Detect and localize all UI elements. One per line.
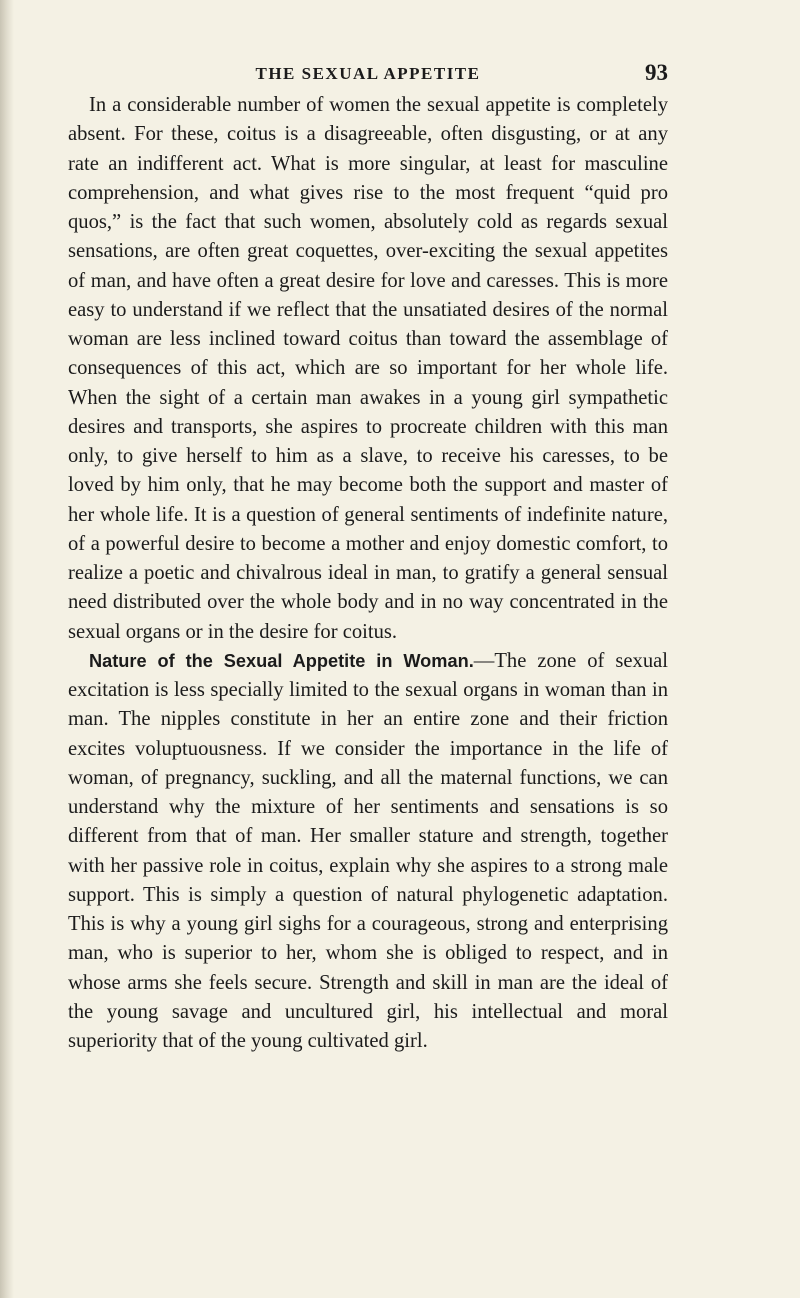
section-heading: Nature of the Sexual Appetite in Woman. (89, 650, 474, 671)
paragraph-sexual-appetite-absent (68, 91, 668, 647)
paragraph-nature-of-appetite (68, 647, 668, 1057)
running-title: THE SEXUAL APPETITE (255, 64, 481, 83)
body-text (68, 91, 668, 1056)
paragraph-text: In a considerable number of women the sexual appetite is completely absent. For these, coitus is a disagreeable, often disgusting, or at any rate an indifferent act. What is more singular, at least for masculine comprehension, and what gives rise to the most frequent “quid pro quos,” is the fact that such women, absolutely cold as regards sexual sensations, are often great coquettes, over-exciting the sexual appetites of man, and have often a great desire for love and caresses. This is more easy to understand if we reflect that the unsatiated desires of the normal woman are less inclined toward coitus than toward the assemblage of consequences of this act, which are so important for her whole life. When the sight of a certain man awakes in a young girl sympathetic desires and transports, she aspires to procreate children with this man only, to give herself to him as a slave, to receive his caresses, to be loved by him only, that he may become both the support and master of her whole life. It is a question of general sentiments of indefinite nature, of a powerful desire to become a mother and enjoy domestic comfort, to realize a poetic and chivalrous ideal in man, to gratify a general sensual need distributed over the whole body and in no way concentrated in the sexual organs or in the desire for coitus. (68, 94, 668, 643)
running-head (68, 60, 668, 92)
spine-shadow (0, 0, 14, 1298)
paragraph-text: —The zone of sexual excitation is less specially limited to the sexual organs in woman than in man. The nipples constitute in her an entire zone and their friction excites voluptuousness. If we consider the importance in the life of woman, of pregnancy, suckling, and all the maternal functions, we can understand why the mixture of her sentiments and sensations is so different from that of man. Her smaller stature and strength, together with her passive role in coitus, explain why she aspires to a strong male support. This is simply a question of natural phylogenetic adaptation. This is why a young girl sighs for a courageous, strong and enterprising man, who is superior to her, whom she is obliged to respect, and in whose arms she feels secure. Strength and skill in man are the ideal of the young savage and uncultured girl, his intellectual and moral superiority that of the young cultivated girl. (68, 649, 668, 1052)
page-number: 93 (645, 60, 668, 85)
